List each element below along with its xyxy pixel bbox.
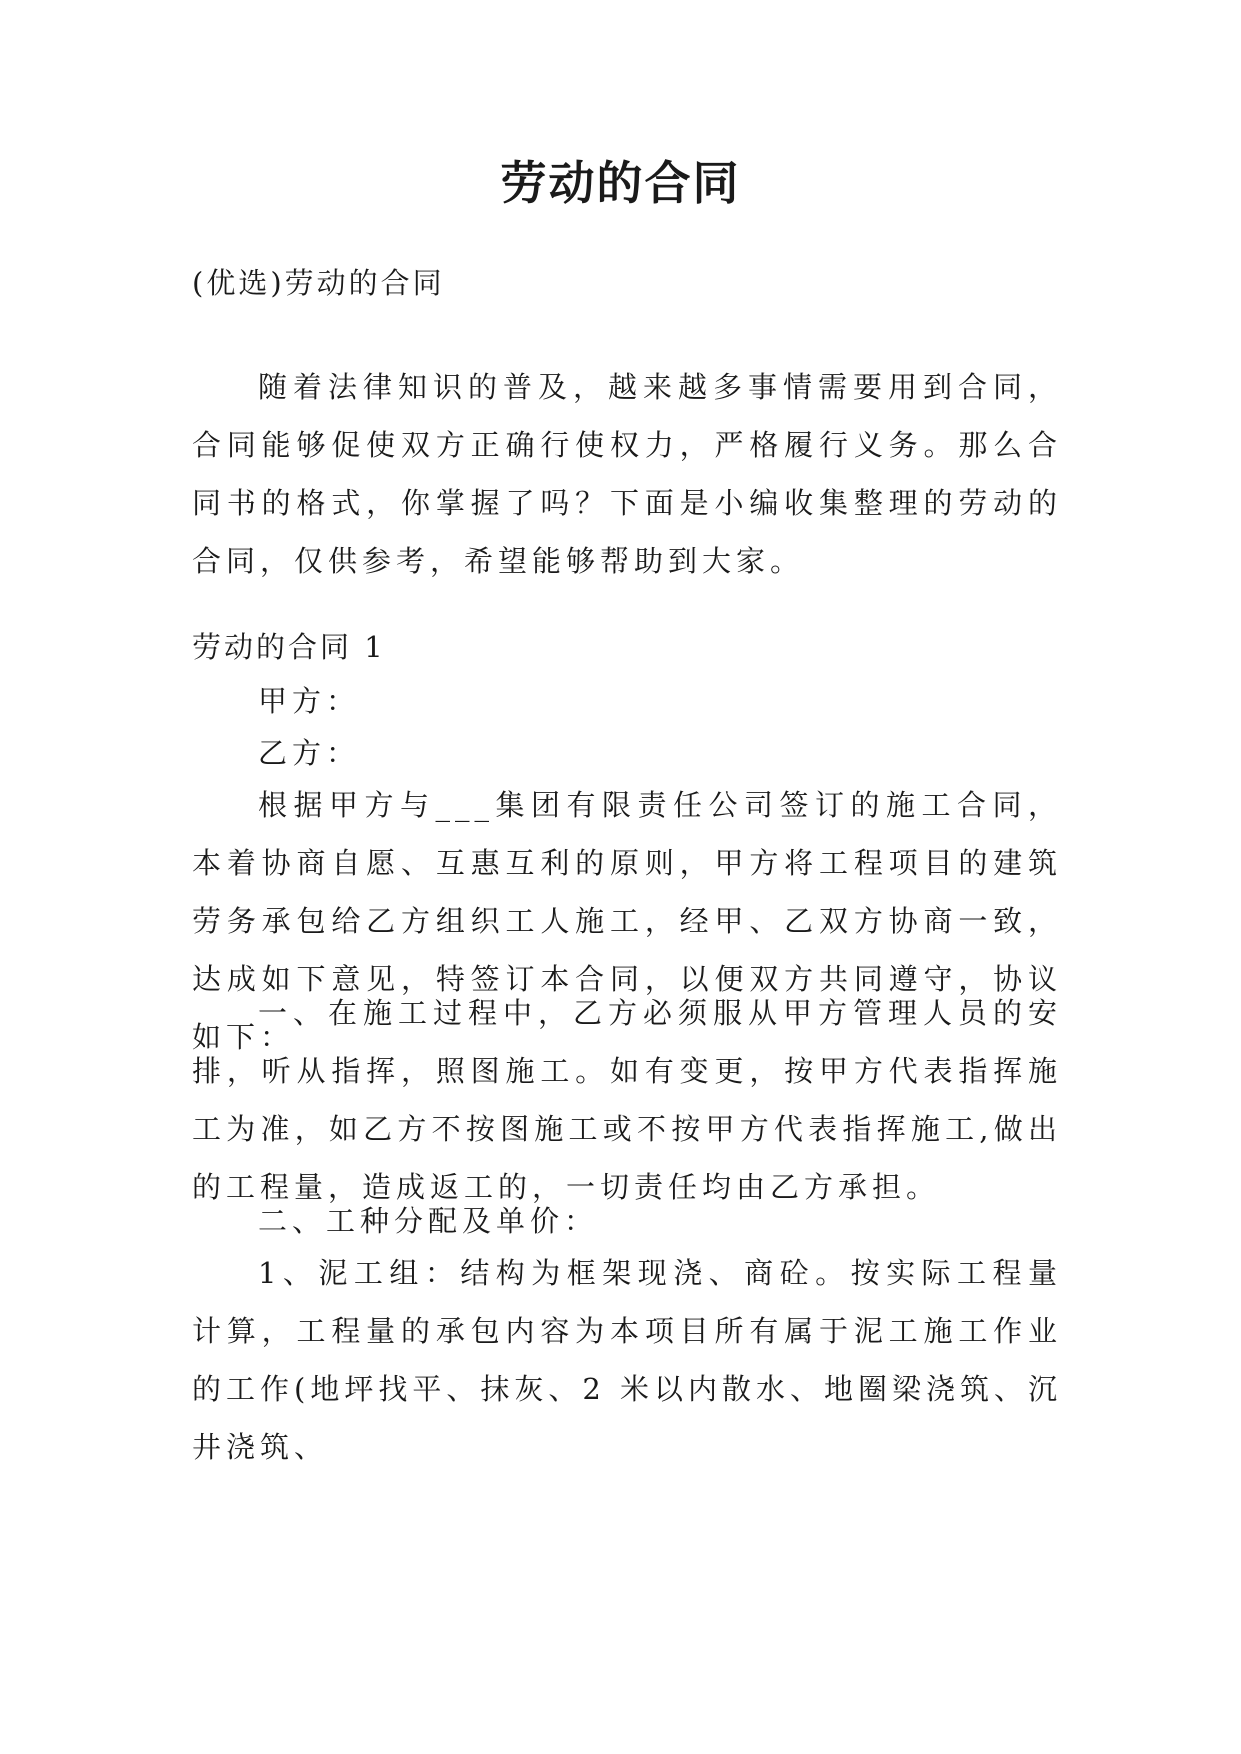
section-heading: 劳动的合同 1 [192, 630, 386, 664]
clause-2-heading: 二、工种分配及单价： [258, 1204, 599, 1238]
clause-1-paragraph: 一、在施工过程中，乙方必须服从甲方管理人员的安排，听从指挥，照图施工。如有变更，按甲方代表指挥施工为准，如乙方不按图施工或不按甲方代表指挥施工,做出的工程量，造成返工的，一切责任均由乙方承担。 [192, 996, 1062, 1204]
document-title: 劳动的合同 [500, 156, 741, 210]
basis-paragraph: 根据甲方与___集团有限责任公司签订的施工合同，本着协商自愿、互惠互利的原则，甲方将工程项目的建筑劳务承包给乙方组织工人施工，经甲、乙双方协商一致，达成如下意见，特签订本合同，以便双方共同遵守，协议如下： [192, 788, 1062, 1054]
party-a-label: 甲方： [258, 684, 361, 718]
clause-2-item-1: 1、泥工组：结构为框架现浇、商砼。按实际工程量计算，工程量的承包内容为本项目所有属于泥工施工作业的工作(地坪找平、抹灰、2 米以内散水、地圈梁浇筑、沉井浇筑、 [192, 1256, 1062, 1464]
intro-paragraph: 随着法律知识的普及，越来越多事情需要用到合同，合同能够促使双方正确行使权力，严格履行义务。那么合同书的格式，你掌握了吗？下面是小编收集整理的劳动的合同，仅供参考，希望能够帮助到大家。 [192, 370, 1062, 578]
document-subtitle: (优选)劳动的合同 [192, 266, 445, 300]
party-b-label: 乙方： [258, 736, 361, 770]
